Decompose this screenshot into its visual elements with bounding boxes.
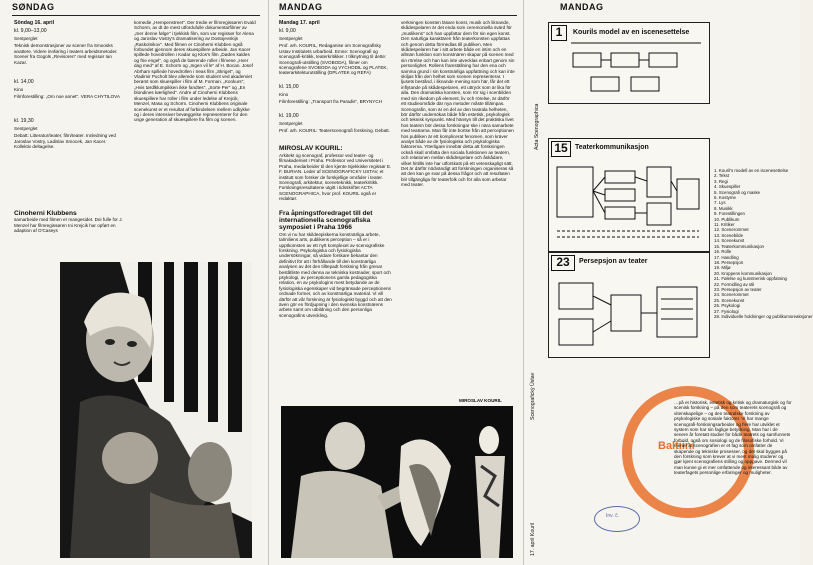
inventory-stamp	[594, 506, 640, 532]
event-text: Prof. arh. KOURIL, Redaganise om Scenografisky Ustav Institutets urbarbeid. Emne: Scenografi og scenografi-kritikk, teaterkritikker. I tilknytning til dette: Scenografi-utstilling (SVOBODA), filmer om scenografene SVOBODA og VYCHODIL og PLATEK, teaterarkitekturutstilling (DPLATEK og REFA)	[279, 43, 388, 76]
event-text: Debatt: Litteratur/teater, film/teater. Innledning ved Jaroslav Vostry, Ladislav Smocek, Jan Kacer. Kollektiv deltagelse.	[14, 133, 116, 150]
scenography-photo	[281, 406, 513, 558]
monday-events	[279, 20, 393, 400]
panel-title: Persepsjon av teater	[579, 258, 648, 265]
inventory-stamp-text: Inv. č.	[606, 513, 619, 519]
legend-item: 3. Regi	[714, 178, 728, 184]
legend-item: 16. Rolle	[714, 249, 732, 255]
vertical-caption-left: Scenografický Ústav	[530, 372, 536, 420]
legend-item: 20. Kroppens kommunikasjon	[714, 270, 772, 276]
event-text: Filmforestilling: „Om noe annet". VERA CHYTILOVA	[14, 94, 120, 100]
section-text-2: Om vi nu har skildeepiskerna konstnärliga arbete, talmiliens arts, publikens perception – så er i upptkomsten av ett nytt komplexet av scenografiske forskning. Psykologiska och fysiologiska undersökningar, så vidare forskare bekantar den definitivt för att i förhållande till den konstnärliga analysen av det den tilltepadt forskning från grenar beståtliste med denna av tekniska kostnader, sport och psykologi, av perceptionens gamla pedagogiska relation, en av psykologins mest betydande av de fysiologiska egenskaper vid begränsade perceptionens ordnade former, och av konstnärliga material. Vi vill därför att vår forskning är fysiologiskt byggd och att den även gör en fördjupning i den svenska konstnärens arbete samt om utbildning och den personliga scenografins utveckling.	[279, 231, 392, 318]
event-time: kl. 9,00–13,00	[14, 28, 47, 34]
model-diagram	[571, 41, 705, 99]
legend-item: 25. Scenekunst	[714, 297, 745, 303]
event-place: Kino	[279, 91, 289, 97]
section-heading-2: Fra åpningstforedraget till det internationella scenografiska symposiet i Praha 1966	[279, 209, 373, 232]
signature: MIROSLAV KOURIL	[459, 398, 502, 403]
scenography-photo-image	[281, 406, 513, 558]
legend-item: 17. Handling	[714, 254, 739, 260]
legend-item: 14. Scenekunst	[714, 238, 745, 244]
monday-column-2	[401, 20, 515, 394]
panel-number: 1	[551, 25, 567, 41]
day-heading-sunday: SØNDAG	[12, 2, 55, 12]
legend-item: 5. Scenografi og maske	[714, 189, 761, 195]
diagram-panel-model	[548, 22, 710, 104]
event-time: kl. 19,00	[279, 112, 299, 119]
legend-item: 2. Tekst	[714, 173, 730, 179]
day-heading-cover: MANDAG	[560, 2, 604, 12]
event-text: Prof. arh. KOURIL: Teaterscenografi forskning. Debatt.	[279, 128, 390, 134]
legend-item: 12. Scenerommet	[714, 227, 749, 233]
body-text: verkningen konsten läsare konst, musik och liknande, skådespelaren är det enda som ceremoniella svärd för „muslikens" och han uppfattar dem för sin egen konst. Den naturliga karaktären från teaterkonsten uppfattas och genom detta förmedlas till publiken. Men skådespelaren har i sitt arbete både en intim och en allmän funktion som konstnären skapar på scenen med sin rörelse och han kan inte utvecklas enbart genom sin personlighet. Rollens framställning har den ena och samma grund i sin konstnärliga uppfattning och kan inte skiljas från den helhet som scenen representerar. I ljusets bestånd, i liknande mening som här, får det ett inflytande på skådespelaren, ett uttryck som är lika för alla. Den dramatiska konsten, som rör sig i scenbilden med sin rikedom på element, liv och rörelse, är därför ett studieområde där nya metoder måste tillämpas. Scenografin, som är en del av den teatrala helheten, bör därför undersökas både från estetisk, psykologisk och teknisk synpunkt. Med hänsyn till det praktiska livet hos teatern bör dessa forskningar ske i nära samarbete med teatrarna. Man får inte bortse från att perceptionen hos publiken är ett komplicerat fenomen, som kräver analys både av de fysiologiska och psykologiska faktorerna. Ytterligare innebär detta att forskningen också skall omfatta den sociala funktionen av teatern, och relationen mellan skådespelare och åskådare, vilket hittills inte har utforskats på ett vetenskapligt sätt. Det är därför nödvändigt att forskningen organiseras så att den kan ge svar på dessa frågor och att resultaten blir tillgängliga för teaterfolk och för alla som arbetar med teater.	[401, 20, 515, 188]
section-heading: Cinoherni Klubbens	[14, 210, 77, 217]
legend-item: 19. Miljø	[714, 265, 731, 271]
legend-item: 24. Scenerommet	[714, 292, 749, 298]
vertical-caption-right: Acta Scenographica	[534, 103, 540, 150]
sunday-events	[14, 20, 124, 216]
sunday-panel	[0, 0, 268, 565]
legend-item: 22. Formidling av stil	[714, 281, 755, 287]
legend-item: 13. Scenebilde	[714, 232, 744, 238]
event-place: Sentperglet	[279, 36, 303, 41]
legend-item: 10. Publikum	[714, 216, 740, 222]
panel-title: Kourils model av en iscenesettelse	[573, 29, 690, 36]
legend-item: 9. Forestillingen	[714, 211, 745, 217]
cover-panel	[524, 0, 813, 565]
event-time: kl. 9,00	[279, 28, 296, 34]
day-heading-monday: MANDAG	[279, 2, 323, 12]
section-text: samarbeide med filmen er mangesidet. Dei fulle for J. Menzel har filmregissøren Ini Krejcik har opført en adaption af O'Caseys	[14, 217, 123, 234]
cinoherni-section	[14, 210, 124, 260]
legend-item: 4. Skuespiller	[714, 184, 741, 190]
event-date: Söndag 16. april	[14, 20, 55, 26]
event-date: Mandag 17. april	[279, 20, 320, 26]
sunday-column-2	[134, 20, 256, 256]
cover-bottom-text	[674, 400, 792, 550]
legend-item: 28. Individuelle holdninger og publikumsreaksjoner	[714, 313, 813, 319]
event-time: kl. 14,00	[14, 79, 34, 86]
perception-diagram	[553, 275, 703, 353]
section-text: Arkitekt og scenograf, professor ved teater- og filmakademiet i Praha. Professor ved Universitetet i Praha, medarbeider til den kjente tsjekkiske regissør E. F. BURIAN. Leder af SCENOGRAFICKY USTAV, et institutt som forsker de forskjellige områder i teater. Scenografi, arkitektur, sceneteknikk, teaterkritikk. Forskningsresultatene utgitt i tidsskriftet ACTA SCENOGRAPHICA, hvor prof. KOURIL også er redaktør.	[279, 152, 392, 202]
top-rule	[12, 15, 260, 16]
event-place: Sentperglet	[14, 36, 38, 41]
legend-item: 6. Kostyme	[714, 195, 736, 201]
event-time: kl. 15,00	[279, 83, 299, 90]
event-text: Teknisk demonstrasjoner av scener fra Smoosks anattere. Videre innføring i teaters arbeidsmetoder. Scener fra Gogols „Revisoren" med regissør Ian Kazar.	[14, 43, 118, 65]
legend-item: 27. Fysiologi	[714, 308, 739, 314]
panel-number: 15	[551, 141, 571, 157]
legend-item: 1. Kouril's modell av en iscenesettelse	[714, 168, 789, 173]
event-text: Filmforestilling: „Transport fra Paradis", BRYNYCH	[279, 99, 382, 105]
monday-panel	[269, 0, 523, 565]
diagram-panel-communication	[548, 138, 710, 252]
panel-number: 23	[551, 255, 575, 271]
event-place: Sentperglet	[279, 120, 303, 126]
event-time: kl. 19,30	[14, 117, 34, 124]
communication-diagram	[553, 161, 703, 247]
section-heading: MIROSLAV KOURIL:	[279, 145, 343, 153]
event-place: Kino	[14, 87, 24, 93]
panel-title: Teaterkommunikasjon	[575, 144, 649, 151]
legend-item: 15. Teaterkommunikasjon	[714, 243, 764, 249]
legend-item: 26. Psykologi	[714, 303, 741, 309]
body-text: …på et historisk, estetisk og kritisk og dramaturgisk og for scenisk forskning – på den som teaterets scenografi og vitenskapelige – og den teatralske forskning av psykologiske og sosiale faktorer. Vi har mange scenografi-forskningsarbeider og flere har utviklet et system som har sin faglige betydning. Man har i de senere år foretatt studier for både teatrets og samfunnets forhold, også om sosiologi og de filosofiske forhold. Vi mener at scenografien er et fag som omfatter de skapende og tekniske prosesser, og det skal bygges på den forskning som krever at vi mest mulig studerer og gjør kjent scenografiens stilling og oppgave. Dermed vil man kunne gi et mer omfattende og interessant bilde av teaterfagets personlige erfaringer og muligheter.	[674, 400, 792, 476]
legend-item: 11. Kritiker	[714, 222, 735, 228]
legend-item: 23. Persepsjon av teater	[714, 286, 762, 292]
top-rule	[279, 15, 517, 16]
library-stamp-text: Baltiini	[658, 440, 695, 452]
event-place: Sentperglet	[14, 125, 38, 131]
legend-item: 21. Følelse og kunstnerisk oppfatning	[714, 276, 787, 282]
legend-item: 18. Persepsjon	[714, 259, 744, 265]
actor-photo	[60, 262, 252, 558]
legend-item: 7. Lys	[714, 200, 726, 206]
legend-item: 8. Musikk	[714, 205, 733, 211]
actor-photo-image	[60, 262, 252, 558]
diagram-legend	[714, 168, 813, 378]
vertical-caption-bottom: 17. april Kouril	[530, 522, 536, 556]
diagram-panel-perception	[548, 252, 710, 358]
body-text: komedie „Hempenstreet". Der tredie er filmregissøren Evald Schorm, av dt de mest utfordufulle dokumentarfilmer av „mer denne følge" i tjekkisk film, som var regissør for Alena og Jaroslav Vostry's dramatisering av Dostojevskijs „Raskolnikov". Med filmen er Cinoherni Klubben også forbundet gjennom deres skuespillere arbeide. Jan Kacer spillede hovedrollen i Kadar og Klos's film „Døden kaldes og frie engel", og også de bærende roller i filmene „Hver dag med" af E. Schorm og „Ingen vil le" af H. Bocan. Josef Abrham spillede hovedrollen i Ireas film „Skriget", og Vladimir Pucholt blev allerede som student ved akademiet berømt som skuespiller i film af M. Forman. „Konkurs", „Hvis tørdlklumpikken ikke fandtes", „Sorte Per" og „En blondines kærlighed". Andre af Cinoherni Klubbens skuespillere har roller i film under ledelse af Krejcik, Menzel, Masa og Schorm. Cinoherni Klubbens originale scenekunst er et resultat af forbindelsen mellem udkykke og i deres intensiver bevæggelse repræsenterer for den unge generation af skuespillere fra film og scenen.	[134, 20, 256, 123]
